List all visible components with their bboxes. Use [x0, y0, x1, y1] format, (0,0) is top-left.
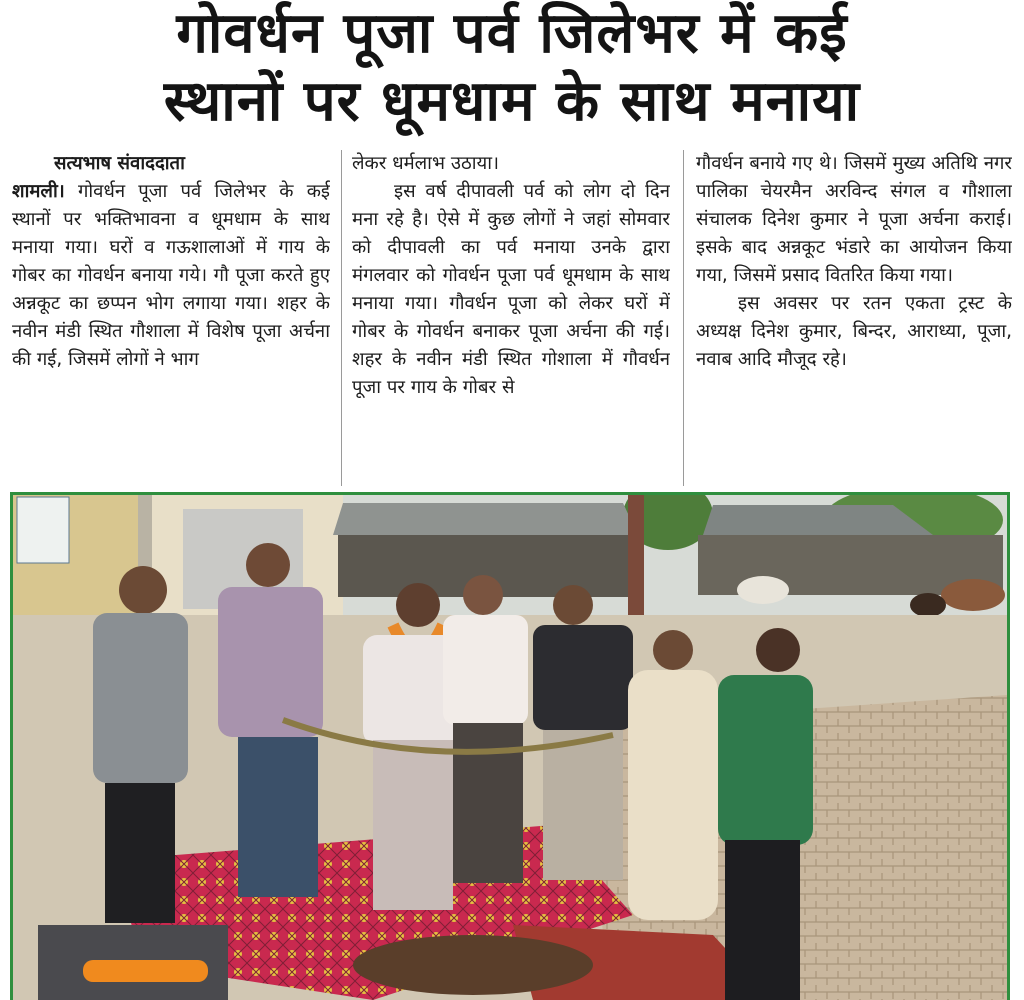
- article-column-2: [352, 150, 670, 486]
- person-4: [443, 575, 528, 883]
- column-2-paragraph-1: लेकर धर्मलाभ उठाया।: [352, 153, 500, 174]
- news-photo: [13, 495, 1007, 1000]
- dateline: शामली।: [12, 181, 65, 202]
- cow: [941, 579, 1005, 611]
- headline-line-1: गोवर्धन पूजा पर्व जिलेभर में कई: [176, 1, 848, 66]
- headline-line-2: स्थानों पर धूमधाम के साथ मनाया: [163, 69, 861, 134]
- headline: [8, 0, 1016, 145]
- column-3-paragraph-1: गौवर्धन बनाये गए थे। जिसमें मुख्य अतिथि नगर पालिका चेयरमैन अरविन्द संगल व गौशाला संचालक दिनेश कुमार ने पूजा अर्चना कराई। इसके बाद अन्नकूट भंडारे का आयोजन किया गया, जिसमें प्रसाद वितरित किया गया।: [696, 153, 1012, 286]
- column-1-paragraph: [12, 178, 330, 374]
- photo-illustration: [13, 495, 1007, 1000]
- column-divider: [683, 150, 684, 486]
- column-3-paragraph-2: इस अवसर पर रतन एकता ट्रस्ट के अध्यक्ष दिनेश कुमार, बिन्दर, आराध्या, पूजा, नवाब आदि मौजूद रहे।: [696, 293, 1012, 370]
- column-divider: [341, 150, 342, 486]
- shed-roof: [703, 505, 933, 535]
- person-1: [93, 566, 188, 923]
- article-column-1: [12, 150, 330, 486]
- column-2-paragraph-2: इस वर्ष दीपावली पर्व को लोग दो दिन मना रहे है। ऐसे में कुछ लोगों ने जहां सोमवार को दीपावली का पर्व मनाया उनके द्वारा मंगलवार को गोवर्धन पूजा पर्व धूमधाम के साथ मनाया गया। गौवर्धन पूजा को लेकर घरों में गोबर के गोवर्धन बनाकर पूजा अर्चना की गई। शहर के नवीन मंडी स्थित गोशाला में गौवर्धन पूजा पर गाय के गोबर से: [352, 181, 670, 398]
- cow: [737, 576, 789, 604]
- person-7: [718, 628, 813, 1000]
- byline: सत्यभाष संवाददाता: [54, 153, 185, 174]
- person-6: [628, 630, 718, 920]
- news-photo-frame: [10, 492, 1010, 1000]
- article-body: [12, 150, 1012, 486]
- shed-roof: [333, 503, 638, 535]
- govardhan-offering: [353, 935, 593, 995]
- notice-board: [17, 497, 69, 563]
- person-5: [533, 585, 633, 880]
- article-column-3: [696, 150, 1012, 486]
- calf: [910, 593, 946, 617]
- marigold-garland: [83, 960, 208, 982]
- column-1-text: गोवर्धन पूजा पर्व जिलेभर के कई स्थानों पर भक्तिभावना व धूमधाम के साथ मनाया गया। घरों व गऊशालाओं में गाय के गोबर का गोवर्धन बनाया गये। गौ पूजा करते हुए अन्नकूट का छप्पन भोग लगाया गया। शहर के नवीन मंडी स्थित गौशाला में विशेष पूजा अर्चना की गई, जिसमें लोगों ने भाग: [12, 181, 330, 370]
